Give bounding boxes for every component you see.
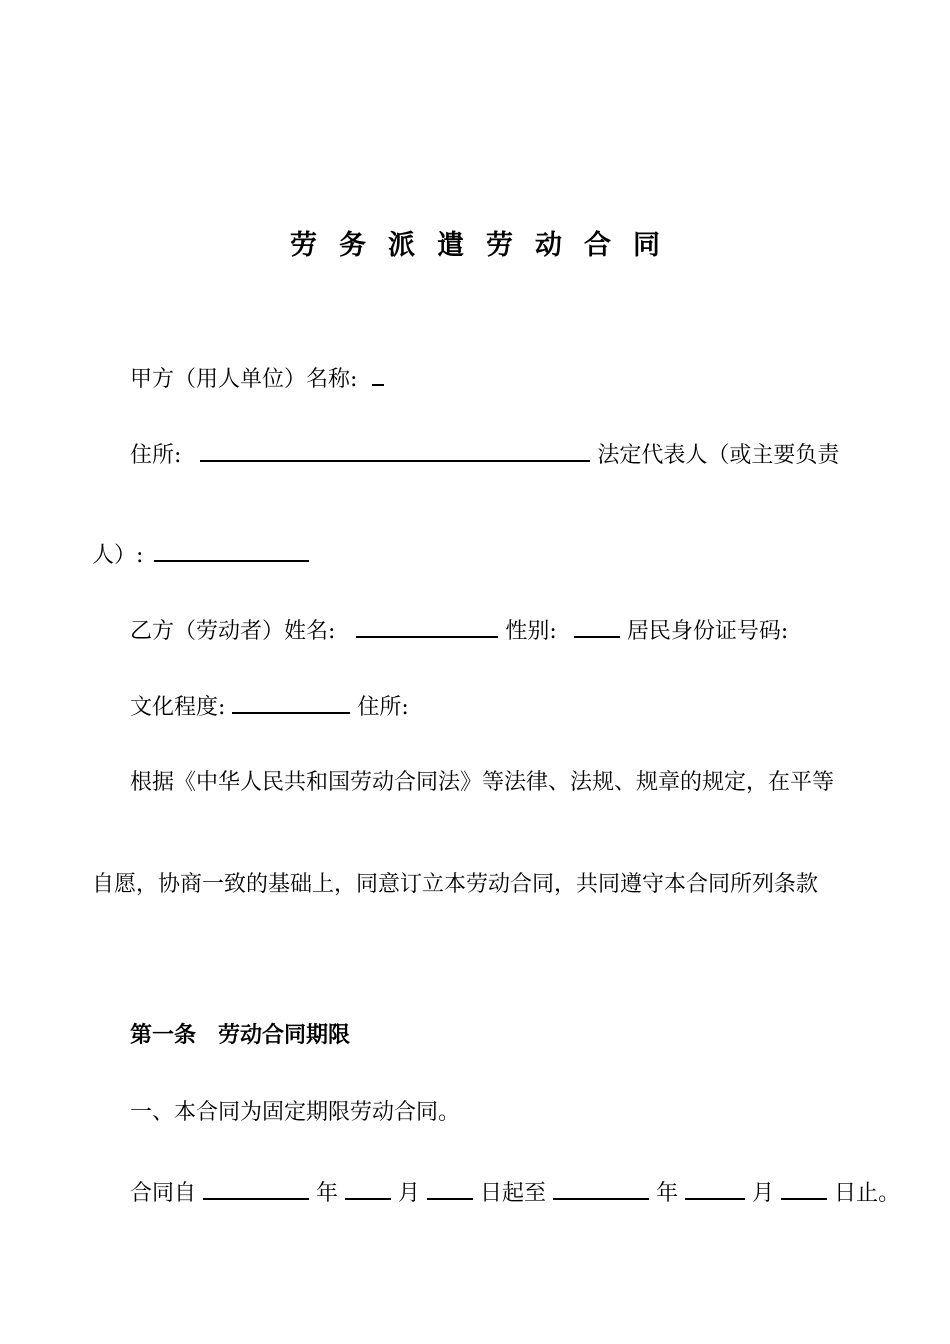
article1-heading: 第一条 劳动合同期限 <box>130 1022 351 1048</box>
address-blank[interactable] <box>200 438 590 462</box>
address-label: 住所: <box>130 443 182 468</box>
preamble-line-1: 根据《中华人民共和国劳动合同法》等法律、法规、规章的规定，在平等 <box>130 770 835 795</box>
party-b-name-blank[interactable] <box>356 614 498 638</box>
month-label-2: 月 <box>752 1181 775 1206</box>
start-month-blank[interactable] <box>345 1176 391 1200</box>
id-label: 居民身份证号码: <box>626 619 789 644</box>
gender-label: 性别: <box>505 619 557 644</box>
year-label-2: 年 <box>656 1181 679 1206</box>
term-from-label: 合同自 <box>130 1181 197 1206</box>
day-end-label: 日止。 <box>834 1181 901 1206</box>
day-from-label: 日起至 <box>480 1181 547 1206</box>
start-year-blank[interactable] <box>203 1176 309 1200</box>
legal-rep-label: 法定代表人（或主要负责 <box>597 443 840 468</box>
education-blank[interactable] <box>232 690 350 714</box>
document-title: 劳务派遣劳动合同 <box>290 230 682 261</box>
contract-term-line <box>130 1176 900 1209</box>
party-a-label: 甲方（用人单位）名称: <box>130 367 358 392</box>
legal-rep-label-cont: 人）: <box>92 543 144 568</box>
party-b-line <box>130 614 788 647</box>
party-a-name-blank[interactable] <box>372 362 384 386</box>
legal-rep-line <box>92 538 309 571</box>
legal-rep-blank[interactable] <box>154 538 309 562</box>
year-label-1: 年 <box>316 1181 339 1206</box>
end-year-blank[interactable] <box>553 1176 649 1200</box>
education-label: 文化程度: <box>130 695 226 720</box>
education-line <box>130 690 409 723</box>
gender-blank[interactable] <box>574 614 620 638</box>
end-day-blank[interactable] <box>781 1176 827 1200</box>
party-a-line <box>130 362 384 395</box>
address-label-2: 住所: <box>357 695 409 720</box>
address-line <box>130 438 839 471</box>
month-label-1: 月 <box>398 1181 421 1206</box>
start-day-blank[interactable] <box>427 1176 473 1200</box>
preamble-line-2: 自愿，协商一致的基础上，同意订立本劳动合同，共同遵守本合同所列条款 <box>92 872 819 897</box>
end-month-blank[interactable] <box>685 1176 745 1200</box>
article1-item1: 一、本合同为固定期限劳动合同。 <box>130 1100 461 1125</box>
party-b-label: 乙方（劳动者）姓名: <box>130 619 336 644</box>
